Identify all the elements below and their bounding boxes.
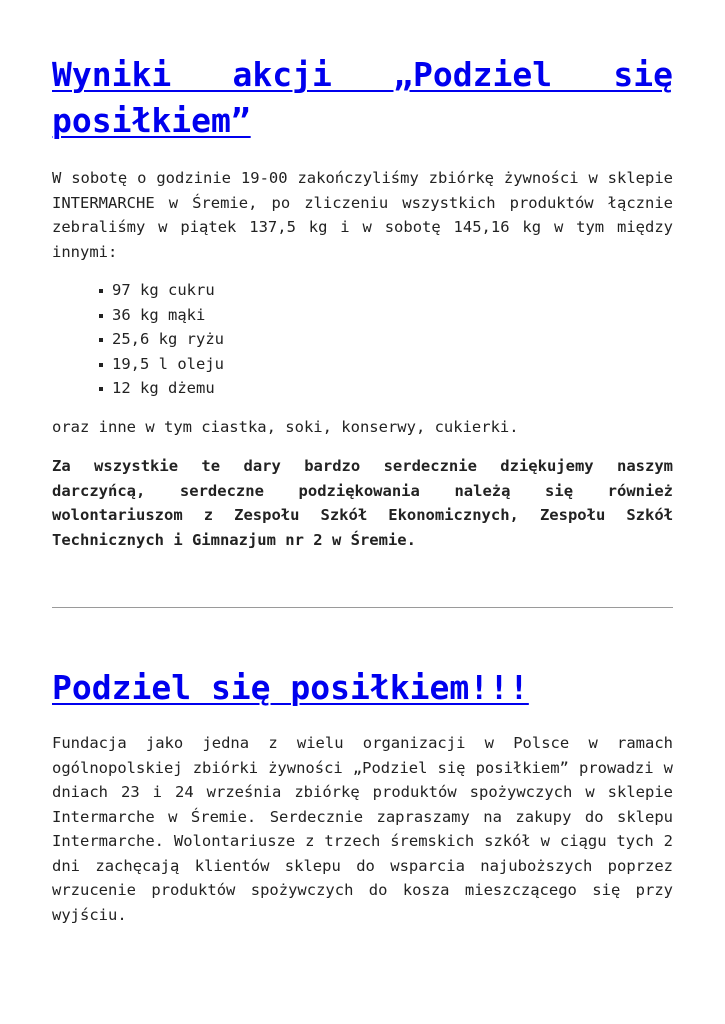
post-1	[52, 52, 673, 552]
list-item: 97 kg cukru	[99, 278, 673, 303]
list-item: 36 kg mąki	[99, 303, 673, 328]
collected-items-list	[52, 278, 673, 401]
post-1-title-link[interactable]: Wyniki akcji „Podziel się posiłkiem”	[52, 55, 673, 140]
post-2-title-link[interactable]: Podziel się posiłkiem!!!	[52, 668, 529, 707]
post-1-other-paragraph: oraz inne w tym ciastka, soki, konserwy, cukierki.	[52, 417, 519, 436]
post-separator	[52, 607, 673, 608]
post-1-thanks-paragraph: Za wszystkie te dary bardzo serdecznie dziękujemy naszym darczyńcą, serdeczne podziękowania należą się również wolontariuszom z Zespołu Szkół Ekonomicznych, Zespołu Szkół Technicznych i Gimnazjum nr 2 w Śremie.	[52, 457, 673, 549]
list-item: 25,6 kg ryżu	[99, 327, 673, 352]
list-item: 12 kg dżemu	[99, 376, 673, 401]
post-1-intro-paragraph: W sobotę o godzinie 19-00 zakończyliśmy zbiórkę żywności w sklepie INTERMARCHE w Śremie, po zliczeniu wszystkich produktów łącznie zebraliśmy w piątek 137,5 kg i w sobotę 145,16 kg w tym między innymi:	[52, 169, 673, 261]
post-2-title	[52, 665, 673, 711]
list-item: 19,5 l oleju	[99, 352, 673, 377]
post-1-title	[52, 52, 673, 144]
post-2	[52, 665, 673, 927]
post-2-body-paragraph: Fundacja jako jedna z wielu organizacji w Polsce w ramach ogólnopolskiej zbiórki żywności „Podziel się posiłkiem” prowadzi w dniach 23 i 24 września zbiórkę produktów spożywczych w sklepie Intermarche w Śremie. Serdecznie zapraszamy na zakupy do sklepu Intermarche. Wolontariusze z trzech śremskich szkół w ciągu tych 2 dni zachęcają klientów sklepu do wsparcia najuboższych poprzez wrzucenie produktów spożywczych do kosza mieszczącego się przy wyjściu.	[52, 734, 673, 924]
